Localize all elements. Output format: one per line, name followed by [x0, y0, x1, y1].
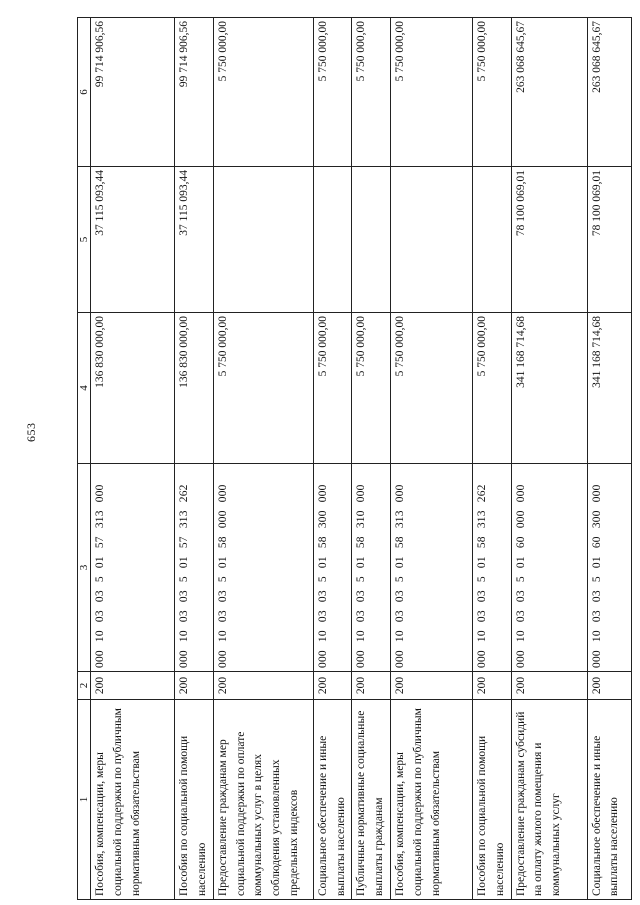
budget-classification-code: 000 10 03 03 5 01 58 313 000	[390, 464, 472, 672]
remaining-amount: 99 714 906,56	[91, 18, 175, 167]
table-row	[91, 18, 175, 900]
approved-amount: 136 830 000,00	[91, 313, 175, 464]
item-name: Социальное обеспечение и иные выплаты населению	[313, 700, 352, 900]
executed-amount	[313, 167, 352, 313]
line-code: 200	[213, 672, 313, 700]
budget-classification-code: 000 10 03 03 5 01 60 300 000	[587, 464, 631, 672]
item-name: Социальное обеспечение и иные выплаты населению	[587, 700, 631, 900]
table-row	[587, 18, 631, 900]
budget-table	[77, 17, 632, 900]
approved-amount: 341 168 714,68	[511, 313, 587, 464]
table-row	[390, 18, 472, 900]
remaining-amount: 263 068 645,67	[511, 18, 587, 167]
approved-amount: 341 168 714,68	[587, 313, 631, 464]
approved-amount: 5 750 000,00	[313, 313, 352, 464]
item-name: Пособия по социальной помощи населению	[472, 700, 511, 900]
executed-amount	[472, 167, 511, 313]
line-code: 200	[91, 672, 175, 700]
item-name: Предоставление гражданам субсидий на оплату жилого помещения и коммунальных услуг	[511, 700, 587, 900]
column-header: 3	[78, 464, 91, 672]
table-row	[352, 18, 391, 900]
item-name: Пособия по социальной помощи населению	[175, 700, 214, 900]
table-row	[175, 18, 214, 900]
column-header: 1	[78, 700, 91, 900]
column-header: 5	[78, 167, 91, 313]
approved-amount: 136 830 000,00	[175, 313, 214, 464]
line-code: 200	[587, 672, 631, 700]
budget-classification-code: 000 10 03 03 5 01 60 000 000	[511, 464, 587, 672]
item-name: Пособия, компенсации, меры социальной поддержки по публичным нормативным обязательствам	[91, 700, 175, 900]
table-row	[213, 18, 313, 900]
table-row	[472, 18, 511, 900]
column-header: 4	[78, 313, 91, 464]
table-row	[511, 18, 587, 900]
rotated-table-container	[77, 18, 621, 900]
budget-classification-code: 000 10 03 03 5 01 58 000 000	[213, 464, 313, 672]
table-row	[313, 18, 352, 900]
budget-classification-code: 000 10 03 03 5 01 58 300 000	[313, 464, 352, 672]
line-code: 200	[472, 672, 511, 700]
remaining-amount: 5 750 000,00	[313, 18, 352, 167]
line-code: 200	[511, 672, 587, 700]
line-code: 200	[175, 672, 214, 700]
remaining-amount: 99 714 906,56	[175, 18, 214, 167]
budget-classification-code: 000 10 03 03 5 01 57 313 262	[175, 464, 214, 672]
remaining-amount: 5 750 000,00	[390, 18, 472, 167]
line-code: 200	[313, 672, 352, 700]
line-code: 200	[390, 672, 472, 700]
approved-amount: 5 750 000,00	[352, 313, 391, 464]
remaining-amount: 5 750 000,00	[352, 18, 391, 167]
budget-classification-code: 000 10 03 03 5 01 57 313 000	[91, 464, 175, 672]
item-name: Пособия, компенсации, меры социальной поддержки по публичным нормативным обязательствам	[390, 700, 472, 900]
executed-amount	[213, 167, 313, 313]
executed-amount	[390, 167, 472, 313]
header-row	[78, 18, 91, 900]
approved-amount: 5 750 000,00	[390, 313, 472, 464]
executed-amount: 78 100 069,01	[587, 167, 631, 313]
budget-classification-code: 000 10 03 03 5 01 58 313 262	[472, 464, 511, 672]
remaining-amount: 5 750 000,00	[472, 18, 511, 167]
approved-amount: 5 750 000,00	[213, 313, 313, 464]
executed-amount: 37 115 093,44	[91, 167, 175, 313]
remaining-amount: 5 750 000,00	[213, 18, 313, 167]
executed-amount: 37 115 093,44	[175, 167, 214, 313]
budget-classification-code: 000 10 03 03 5 01 58 310 000	[352, 464, 391, 672]
executed-amount: 78 100 069,01	[511, 167, 587, 313]
column-header: 6	[78, 18, 91, 167]
page-number: 653	[24, 422, 38, 442]
line-code: 200	[352, 672, 391, 700]
approved-amount: 5 750 000,00	[472, 313, 511, 464]
item-name: Предоставление гражданам мер социальной поддержки по оплате коммунальных услуг в целях соблюдения установленных предельных индексов	[213, 700, 313, 900]
remaining-amount: 263 068 645,67	[587, 18, 631, 167]
column-header: 2	[78, 672, 91, 700]
item-name: Публичные нормативные социальные выплаты гражданам	[352, 700, 391, 900]
executed-amount	[352, 167, 391, 313]
